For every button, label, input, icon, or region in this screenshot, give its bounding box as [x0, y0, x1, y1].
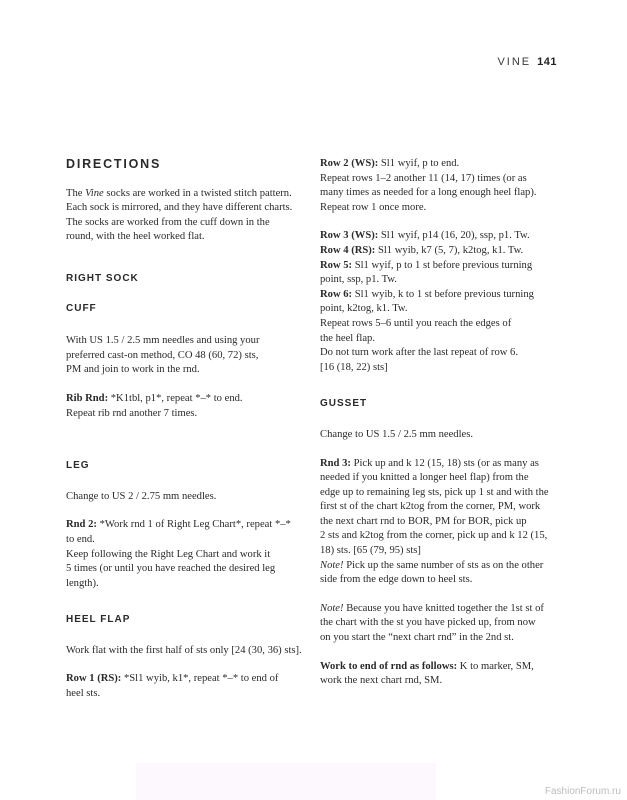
repeat-tail-line: Do not turn work after the last repeat of row 6.	[320, 347, 518, 359]
right-sock-heading: RIGHT SOCK	[66, 272, 139, 284]
pattern-name: Vine	[85, 187, 104, 199]
stitch-count-line: [16 (18, 22) sts]	[320, 361, 388, 373]
row-1-paragraph	[66, 672, 306, 701]
rib-repeat-line: Repeat rib rnd another 7 times.	[66, 407, 198, 419]
leg-line: 5 times (or until you have reached the desired leg	[66, 563, 276, 575]
row-2-label: Row 2 (WS):	[320, 158, 379, 169]
leg-heading: LEG	[66, 460, 90, 472]
cuff-heading: CUFF	[66, 302, 97, 314]
round-2-text: *Work rnd 1 of Right Leg Chart*, repeat *–*	[96, 519, 291, 531]
row-2-text: Sl1 wyif, p to end.	[378, 158, 460, 169]
row-3-label: Row 3 (WS):	[320, 230, 379, 242]
round-2-label: Rnd 2:	[66, 519, 97, 531]
round-3-line: the next chart rnd to BOR, PM for BOR, pick up	[320, 515, 527, 527]
intro-line: The socks are worked from the cuff down in the	[66, 216, 270, 228]
row-5-label: Row 5:	[320, 259, 353, 271]
cuff-line: preferred cast-on method, CO 48 (60, 72) sts,	[66, 349, 259, 361]
leg-keep-following	[66, 548, 306, 592]
gusset-change-needles: Change to US 1.5 / 2.5 mm needles.	[320, 428, 474, 440]
cuff-paragraph	[66, 334, 306, 378]
repeat-tail-line: the heel flap.	[320, 332, 376, 344]
note-1-text: Pick up the same number of sts as on the other	[343, 559, 544, 571]
watermark: FashionForum.ru	[544, 786, 621, 797]
note-1-line: side from the edge down to heel sts.	[320, 574, 473, 586]
round-3-label: Rnd 3:	[320, 457, 351, 469]
work-to-end-label: Work to end of rnd as follows:	[320, 660, 458, 672]
directions-heading: DIRECTIONS	[66, 157, 162, 171]
repeat-tail-line: Repeat rows 5–6 until you reach the edges of	[320, 317, 512, 329]
right-column	[320, 157, 562, 703]
rib-round-text: *K1tbl, p1*, repeat *–* to end.	[108, 392, 243, 404]
heel-flap-work-flat	[66, 644, 306, 659]
running-head	[497, 56, 557, 68]
leg-line: Keep following the Right Leg Chart and work it	[66, 548, 271, 560]
work-to-end-text: K to marker, SM,	[457, 660, 534, 672]
cuff-line: PM and join to work in the rnd.	[66, 364, 200, 376]
round-3-line: needed if you knitted a longer heel flap) from the	[320, 472, 529, 484]
round-3-text: Pick up and k 12 (15, 18) sts (or as many as	[350, 457, 539, 469]
note-2-text: Because you have knitted together the 1st st of	[343, 602, 544, 614]
gusset-heading: GUSSET	[320, 398, 368, 410]
note-1-paragraph	[320, 559, 562, 588]
note-2-line: on you start the “next chart rnd” in the 2nd st.	[320, 632, 514, 644]
heel-flap-heading: HEEL FLAP	[66, 614, 131, 626]
repeat-line: Repeat rows 1–2 another 11 (14, 17) times (or as	[320, 172, 527, 184]
row-5-line: point, ssp, p1. Tw.	[320, 274, 397, 286]
work-to-end-paragraph	[320, 660, 562, 689]
round-3-line: 2 sts and k2tog from the corner, pick up and k 12 (15,	[320, 530, 548, 542]
footer-band	[136, 763, 436, 800]
intro-line: Each sock is mirrored, and they have different charts.	[66, 202, 293, 214]
repeat-line: Repeat row 1 once more.	[320, 201, 427, 213]
row-4-label: Row 4 (RS):	[320, 244, 376, 256]
section-name: VINE	[497, 56, 532, 68]
row-6-line: point, k2tog, k1. Tw.	[320, 303, 408, 315]
left-column	[66, 157, 306, 716]
note-2-paragraph	[320, 602, 562, 646]
heel-turn-paragraph	[320, 229, 562, 375]
row-4-text: Sl1 wyib, k7 (5, 7), k2tog, k1. Tw.	[375, 244, 524, 256]
rib-round-paragraph	[66, 392, 306, 421]
intro-text: The	[66, 187, 86, 199]
row-1-line: heel sts.	[66, 688, 101, 700]
note-1-label: Note!	[320, 559, 344, 571]
row-1-text: *Sl1 wyib, k1*, repeat *–* to end of	[121, 673, 279, 685]
row-3-text: Sl1 wyif, p14 (16, 20), ssp, p1. Tw.	[378, 230, 530, 242]
round-2-line: to end.	[66, 533, 95, 545]
round-3-line: 18) sts. [65 (79, 95) sts]	[320, 545, 421, 557]
leg-change-needles: Change to US 2 / 2.75 mm needles.	[66, 490, 217, 502]
note-2-label: Note!	[320, 602, 344, 614]
intro-line: round, with the heel worked flat.	[66, 231, 205, 243]
intro-paragraph	[66, 187, 306, 245]
note-2-line: the chart with the st you have picked up, from now	[320, 617, 536, 629]
heel-flap-line: Work flat with the first half of sts only [24 (30, 36) sts].	[66, 644, 302, 656]
leg-line: length).	[66, 577, 99, 589]
round-3-line: edge up to remaining leg sts, pick up 1 st and with the	[320, 486, 549, 498]
round-3-line: first st of the chart k2tog from the corner, PM, work	[320, 501, 541, 513]
page-number: 141	[537, 56, 557, 68]
row-5-text: Sl1 wyif, p to 1 st before previous turning	[352, 259, 533, 271]
row-1-label: Row 1 (RS):	[66, 673, 122, 685]
repeat-line: many times as needed for a long enough heel flap).	[320, 187, 537, 199]
round-2-paragraph	[66, 518, 306, 547]
work-to-end-line: work the next chart rnd, SM.	[320, 675, 443, 687]
row-2-paragraph	[320, 157, 562, 215]
row-6-text: Sl1 wyib, k to 1 st before previous turning	[352, 288, 534, 300]
cuff-line: With US 1.5 / 2.5 mm needles and using your	[66, 335, 260, 347]
round-3-paragraph	[320, 457, 562, 559]
row-6-label: Row 6:	[320, 288, 353, 300]
intro-text: socks are worked in a twisted stitch pattern.	[103, 187, 292, 199]
rib-round-label: Rib Rnd:	[66, 392, 109, 404]
